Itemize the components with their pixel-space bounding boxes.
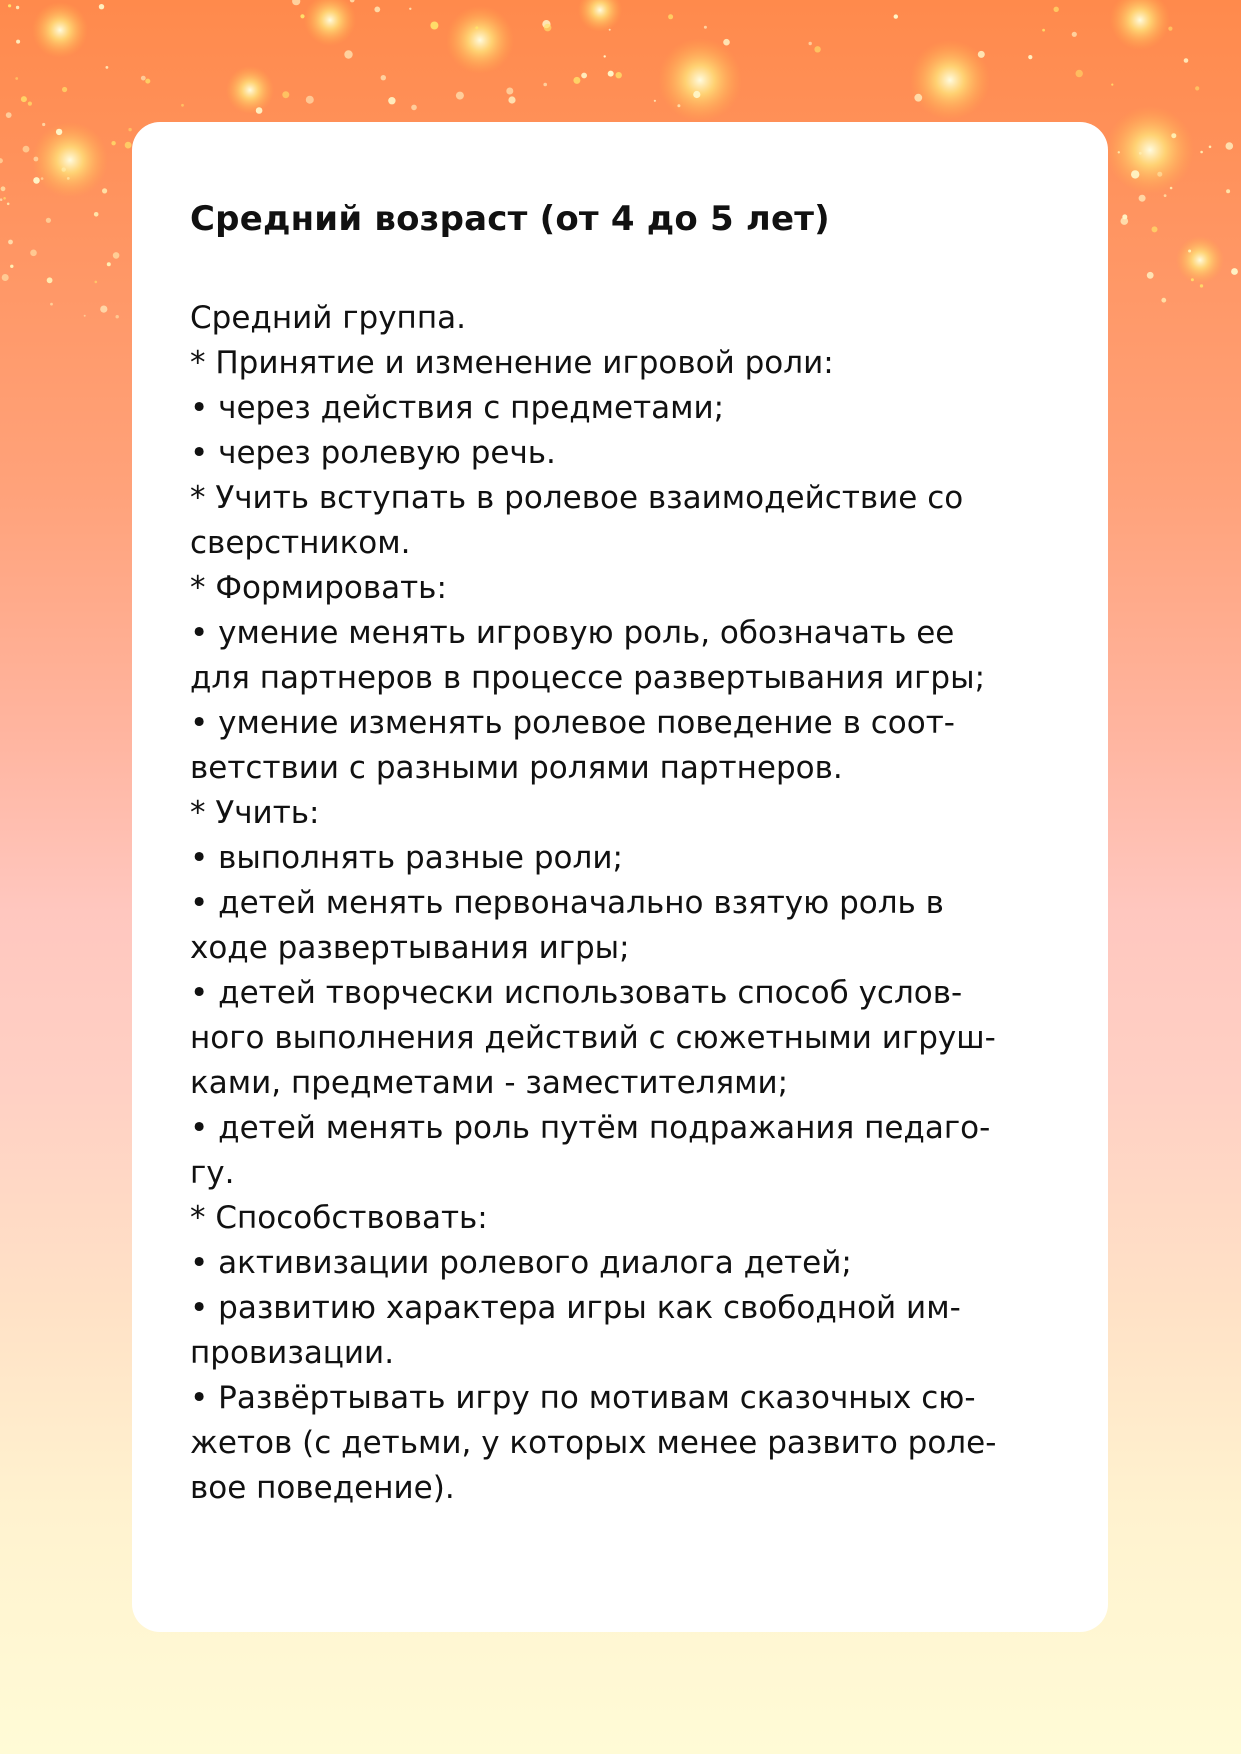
sparkle-dot [116,315,119,318]
sparkle-glow [910,40,990,120]
sparkle-glow [1110,0,1170,50]
sparkle-dot [1111,84,1113,86]
sparkle-dot [1164,194,1167,197]
body-line: • умение менять игровую роль, обозначать ее [190,615,955,651]
sparkle-dot [0,158,3,163]
body-line: вое поведение). [190,1470,455,1506]
sparkle-dot [6,112,12,118]
body-line: ветствии с разными ролями партнеров. [190,750,843,786]
sparkle-dot [1226,142,1234,150]
sparkle-dot [430,22,438,30]
body-line: Средний группа. [190,300,466,336]
body-line: • детей менять роль путём подражания педаго- [190,1110,991,1146]
sparkle-dot [21,96,27,102]
body-line: • через действия с предметами; [190,390,725,426]
sparkle-dot [1139,195,1146,202]
sparkle-dot [542,20,550,28]
sparkle-dot [23,146,30,153]
sparkle-dot [704,26,707,29]
sparkle-dot [113,252,120,259]
sparkle-dot [475,26,478,29]
sparkle-glow [446,6,514,74]
sparkle-dot [543,83,547,87]
body-line: • Развёртывать игру по мотивам сказочных сю- [190,1380,976,1416]
sparkle-dot [544,24,552,32]
sparkle-dot [1161,298,1166,303]
sparkle-dot [1042,29,1045,32]
sparkle-dot [256,107,263,114]
sparkle-dot [7,203,10,206]
sparkle-dot [10,265,13,268]
sparkle-dot [128,128,131,131]
sparkle-dot [1171,133,1176,138]
sparkle-dot [181,104,184,107]
sparkle-dot [30,250,37,257]
body-line: * Принятие и изменение игровой роли: [190,345,834,381]
sparkle-dot [62,87,67,92]
sparkle-dot [609,29,611,31]
sparkle-dot [914,94,922,102]
sparkle-dot [1168,27,1172,31]
body-line: для партнеров в процессе развертывания игры; [190,660,986,696]
sparkle-dot [2,274,9,281]
sparkle-dot [1200,284,1203,287]
body-line: • умение изменять ролевое поведение в соот- [190,705,955,741]
sparkle-dot [50,303,53,306]
sparkle-dot [1028,55,1032,59]
body-line: • детей менять первоначально взятую роль в [190,885,944,921]
sparkle-dot [1131,170,1139,178]
body-line: • развитию характера игры как свободной им- [190,1290,961,1326]
sparkle-dot [15,77,18,80]
sparkle-dot [1076,70,1083,77]
sparkle-dot [1200,151,1203,154]
body-line: • детей творчески использовать способ услов- [190,975,963,1011]
sparkle-dot [47,277,53,283]
sparkle-dot [56,129,62,135]
sparkle-dot [1054,7,1059,12]
sparkle-glow [1106,106,1194,194]
sparkle-dot [723,39,730,46]
sparkle-dot [16,6,19,9]
page-title: Средний возраст (от 4 до 5 лет) [190,199,830,239]
sparkle-dot [814,46,820,52]
sparkle-dot [42,123,45,126]
sparkle-dot [693,91,700,98]
sparkle-dot [8,240,13,245]
sparkle-dot [1209,146,1212,149]
sparkle-dot [1231,268,1238,275]
sparkle-dot [1072,32,1077,37]
sparkle-dot [300,14,304,18]
sparkle-dot [1157,172,1162,177]
body-line: • через ролевую речь. [190,435,556,471]
sparkle-glow [658,38,742,122]
sparkle-dot [100,306,107,313]
body-line: * Формировать: [190,570,447,606]
sparkle-dot [608,71,614,77]
sparkle-dot [677,104,680,107]
sparkle-dot [94,212,99,217]
sparkle-dot [1191,278,1194,281]
sparkle-dot [388,97,395,104]
sparkle-dot [41,177,44,180]
sparkle-dot [84,315,86,317]
sparkle-glow [32,2,88,58]
sparkle-dot [306,96,314,104]
card-body-text [190,296,1050,1511]
sparkle-dot [106,66,109,69]
sparkle-dot [409,8,411,10]
body-line: • активизации ролевого диалога детей; [190,1245,852,1281]
sparkle-glow [578,0,622,32]
sparkle-dot [145,79,150,84]
sparkle-dot [33,177,40,184]
sparkle-dot [125,142,132,149]
sparkle-dot [141,76,146,81]
sparkle-dot [1152,226,1158,232]
sparkle-dot [95,281,98,284]
sparkle-dot [1121,217,1129,225]
sparkle-dot [46,218,51,223]
sparkle-dot [581,73,587,79]
sparkle-dot [3,197,6,200]
sparkle-dot [978,51,985,58]
sparkle-dot [282,91,289,98]
sparkle-glow [304,0,356,46]
sparkle-dot [1118,151,1120,153]
body-line: гу. [190,1155,235,1191]
body-line: ходе развертывания игры; [190,930,630,966]
sparkle-dot [16,40,20,44]
sparkle-dot [1195,86,1199,90]
sparkle-dot [28,102,32,106]
sparkle-dot [374,6,380,12]
sparkle-glow [32,122,108,198]
sparkle-dot [0,198,2,201]
sparkle-dot [1147,272,1154,279]
body-line: ного выполнения действий с сюжетными игруш- [190,1020,996,1056]
body-line: * Способствовать: [190,1200,488,1236]
body-line: жетов (с детьми, у которых менее развито роле- [190,1425,997,1461]
sparkle-dot [1122,214,1127,219]
sparkle-glow [1176,236,1224,284]
sparkle-dot [506,88,513,95]
sparkle-dot [34,157,39,162]
sparkle-dot [668,14,673,19]
sparkle-dot [1,186,6,191]
sparkle-dot [292,0,300,5]
body-line: * Учить вступать в ролевое взаимодействие со [190,480,964,516]
sparkle-glow [226,66,274,114]
body-line: • выполнять разные роли; [190,840,623,876]
sparkle-dot [456,92,464,100]
sparkle-dot [1170,187,1173,190]
body-line: * Учить: [190,795,320,831]
sparkle-dot [616,72,622,78]
sparkle-dot [99,4,104,9]
sparkle-dot [809,42,812,45]
sparkle-dot [894,14,898,18]
sparkle-dot [350,0,355,2]
sparkle-dot [8,4,11,7]
sparkle-dot [344,50,352,58]
sparkle-dot [604,55,606,57]
sparkle-dot [1184,58,1189,63]
sparkle-dot [62,167,66,171]
body-line: ками, предметами - заместителями; [190,1065,789,1101]
sparkle-dot [411,105,417,111]
sparkle-dot [654,100,656,102]
sparkle-dot [107,262,111,266]
sparkle-dot [508,96,515,103]
sparkle-dot [67,177,70,180]
sparkle-dot [1139,152,1142,155]
sparkle-dot [381,75,386,80]
body-line: провизации. [190,1335,395,1371]
sparkle-dot [102,188,107,193]
content-card [132,122,1108,1632]
body-line: сверстником. [190,525,411,561]
sparkle-dot [1226,189,1230,193]
sparkle-dot [111,141,115,145]
sparkle-dot [1188,250,1191,253]
sparkle-dot [573,77,580,84]
